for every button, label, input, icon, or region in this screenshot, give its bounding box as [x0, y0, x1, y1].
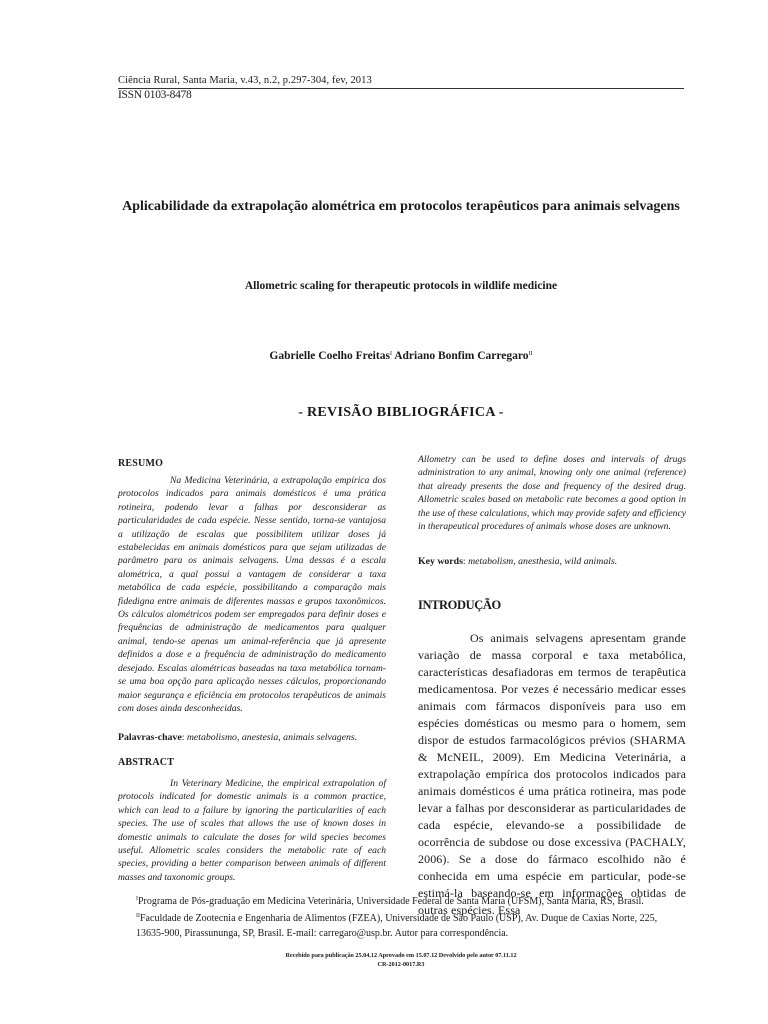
section-label: - REVISÃO BIBLIOGRÁFICA - — [298, 405, 504, 420]
footnotes — [136, 892, 692, 941]
footnote-2-text: Faculdade de Zootecnia e Engenharia de Alimentos (FZEA), Universidade de São Paulo (USP), Av. Duque de Caxias Norte, 225, — [140, 913, 658, 924]
header-rule — [118, 88, 684, 89]
abstract-continuation: Allometry can be used to define doses and intervals of drugs administration to any animal, knowing only one animal (reference) that already presents the dose and frequency of the desired drug. Allometric scales based on metabolic rate becomes a good option in the use of these calculations, which may provide safety and efficiency in therapeutical procedures of animals whose doses are unknown. — [418, 454, 686, 533]
introducao-text: Os animais selvagens apresentam grande variação de massa corporal e taxa metabólica, características desafiadoras em termos de terapêutica medicamentosa. Por vezes é necessário medicar esses animais com fármacos disponíveis para uso em espécies domésticas ou mesmo para o homem, sem dispor de estudos farmacológicos prévios (SHARMA & McNEIL, 2009). Em Medicina Veterinária, a extrapolação empírica dos protocolos indicados para animais domésticos é uma prática rotineira, mas pode levar a falhas por desconsiderar as particularidades de cada espécie, elevando-se a possibilidade de ocorrência de subdose ou dose excessiva (PACHALY, 2006). Se a dose do fármaco escolhido não é conhecida em uma espécie em particular, pode-se estimá-la baseando-se em informações obtidas de outras espécies. Essa — [418, 631, 686, 917]
footnote-2-cont: 13635-900, Pirassununga, SP, Brasil. E-mail: carregaro@usp.br. Autor para correspondência. — [136, 928, 509, 939]
footnote-2 — [136, 909, 692, 926]
resumo-keywords-value: metabolismo, anestesia, animais selvagens. — [186, 732, 358, 743]
resumo-heading: RESUMO — [118, 458, 164, 469]
footnote-1-text: Programa de Pós-graduação em Medicina Veterinária, Universidade Federal de Santa Maria (UFSM), Santa Maria, RS, Brasil. — [138, 896, 644, 907]
keywords-colon: : — [462, 556, 469, 567]
article-subtitle: Allometric scaling for therapeutic protocols in wildlife medicine — [244, 280, 558, 292]
introducao-heading: INTRODUÇÃO — [418, 598, 501, 612]
author-2-affiliation: II — [528, 351, 533, 357]
abstract-keywords-value: metabolism, anesthesia, wild animals. — [468, 556, 618, 567]
received-info — [118, 951, 684, 969]
author-2: Adriano Bonfim Carregaro — [394, 350, 529, 362]
resumo-keywords — [118, 731, 386, 744]
footnote-1 — [136, 892, 692, 909]
issn: ISSN 0103-8478 — [118, 89, 192, 101]
author-1-affiliation: I — [389, 351, 392, 357]
author-1: Gabrielle Coelho Freitas — [269, 350, 390, 362]
manuscript-code: CR-2012-0017.R3 — [377, 961, 425, 968]
abstract-heading: ABSTRACT — [118, 757, 175, 768]
journal-citation: Ciência Rural, Santa Maria, v.43, n.2, p.297-304, fev, 2013 — [118, 75, 372, 86]
received-dates: Recebido para publicação 25.04.12 Aprovado em 15.07.12 Devolvido pelo autor 07.11.12 — [285, 952, 517, 959]
footnote-1-marker: I — [136, 896, 138, 902]
abstract-text: In Veterinary Medicine, the empirical extrapolation of protocols indicated for domestic animals is a common practice, which can lead to a failure by ignoring the particularities of each species. The use of scales that allows the use of known doses in domestic animals to calculate the doses for wild species becomes useful. Allometric scales considers the metabolic rate of each species, providing a better comparison between animals of different masses and taxonomic groups. — [118, 778, 386, 883]
resumo-text: Na Medicina Veterinária, a extrapolação empírica dos protocolos indicados para animais domésticos é uma prática rotineira, podendo levar a falhas por desconsiderar as particularidades de cada espécie. Nesse sentido, torna-se vantajosa a utilização de escalas que possibilitem utilizar doses já estabelecidas em animais domésticos para que sejam utilizadas de parâmetro para os animais selvagens. Uma dessas é a escala alométrica, a qual possui a vantagem de considerar a taxa metabólica de cada espécie, possibilitando a comparação mais fidedigna entre animais de diferentes massas e grupos taxonômicos. Os cálculos alométricos podem ser empregados para definir doses e frequências de administração de medicamentos para qualquer animal, tendo-se apenas um animal-referência que já apresente definidos a dose e a frequência de administração do medicamento desejado. Escalas alométricas baseadas na taxa metabólica tornam-se uma boa opção para aplicação nesses cálculos, proporcionando maior segurança e eficiência em protocolos terapêuticos de animais com doses ainda desconhecidas. — [118, 475, 386, 714]
abstract-keywords — [418, 555, 686, 568]
resumo-keywords-label: Palavras-chave — [118, 732, 182, 743]
abstract-keywords-label: Key words — [418, 556, 463, 567]
footnote-2-marker: II — [136, 913, 140, 919]
keywords-colon: : — [181, 732, 187, 743]
article-title: Aplicabilidade da extrapolação alométrica em protocolos terapêuticos para animais selvagens — [122, 199, 680, 214]
authors — [118, 350, 684, 362]
